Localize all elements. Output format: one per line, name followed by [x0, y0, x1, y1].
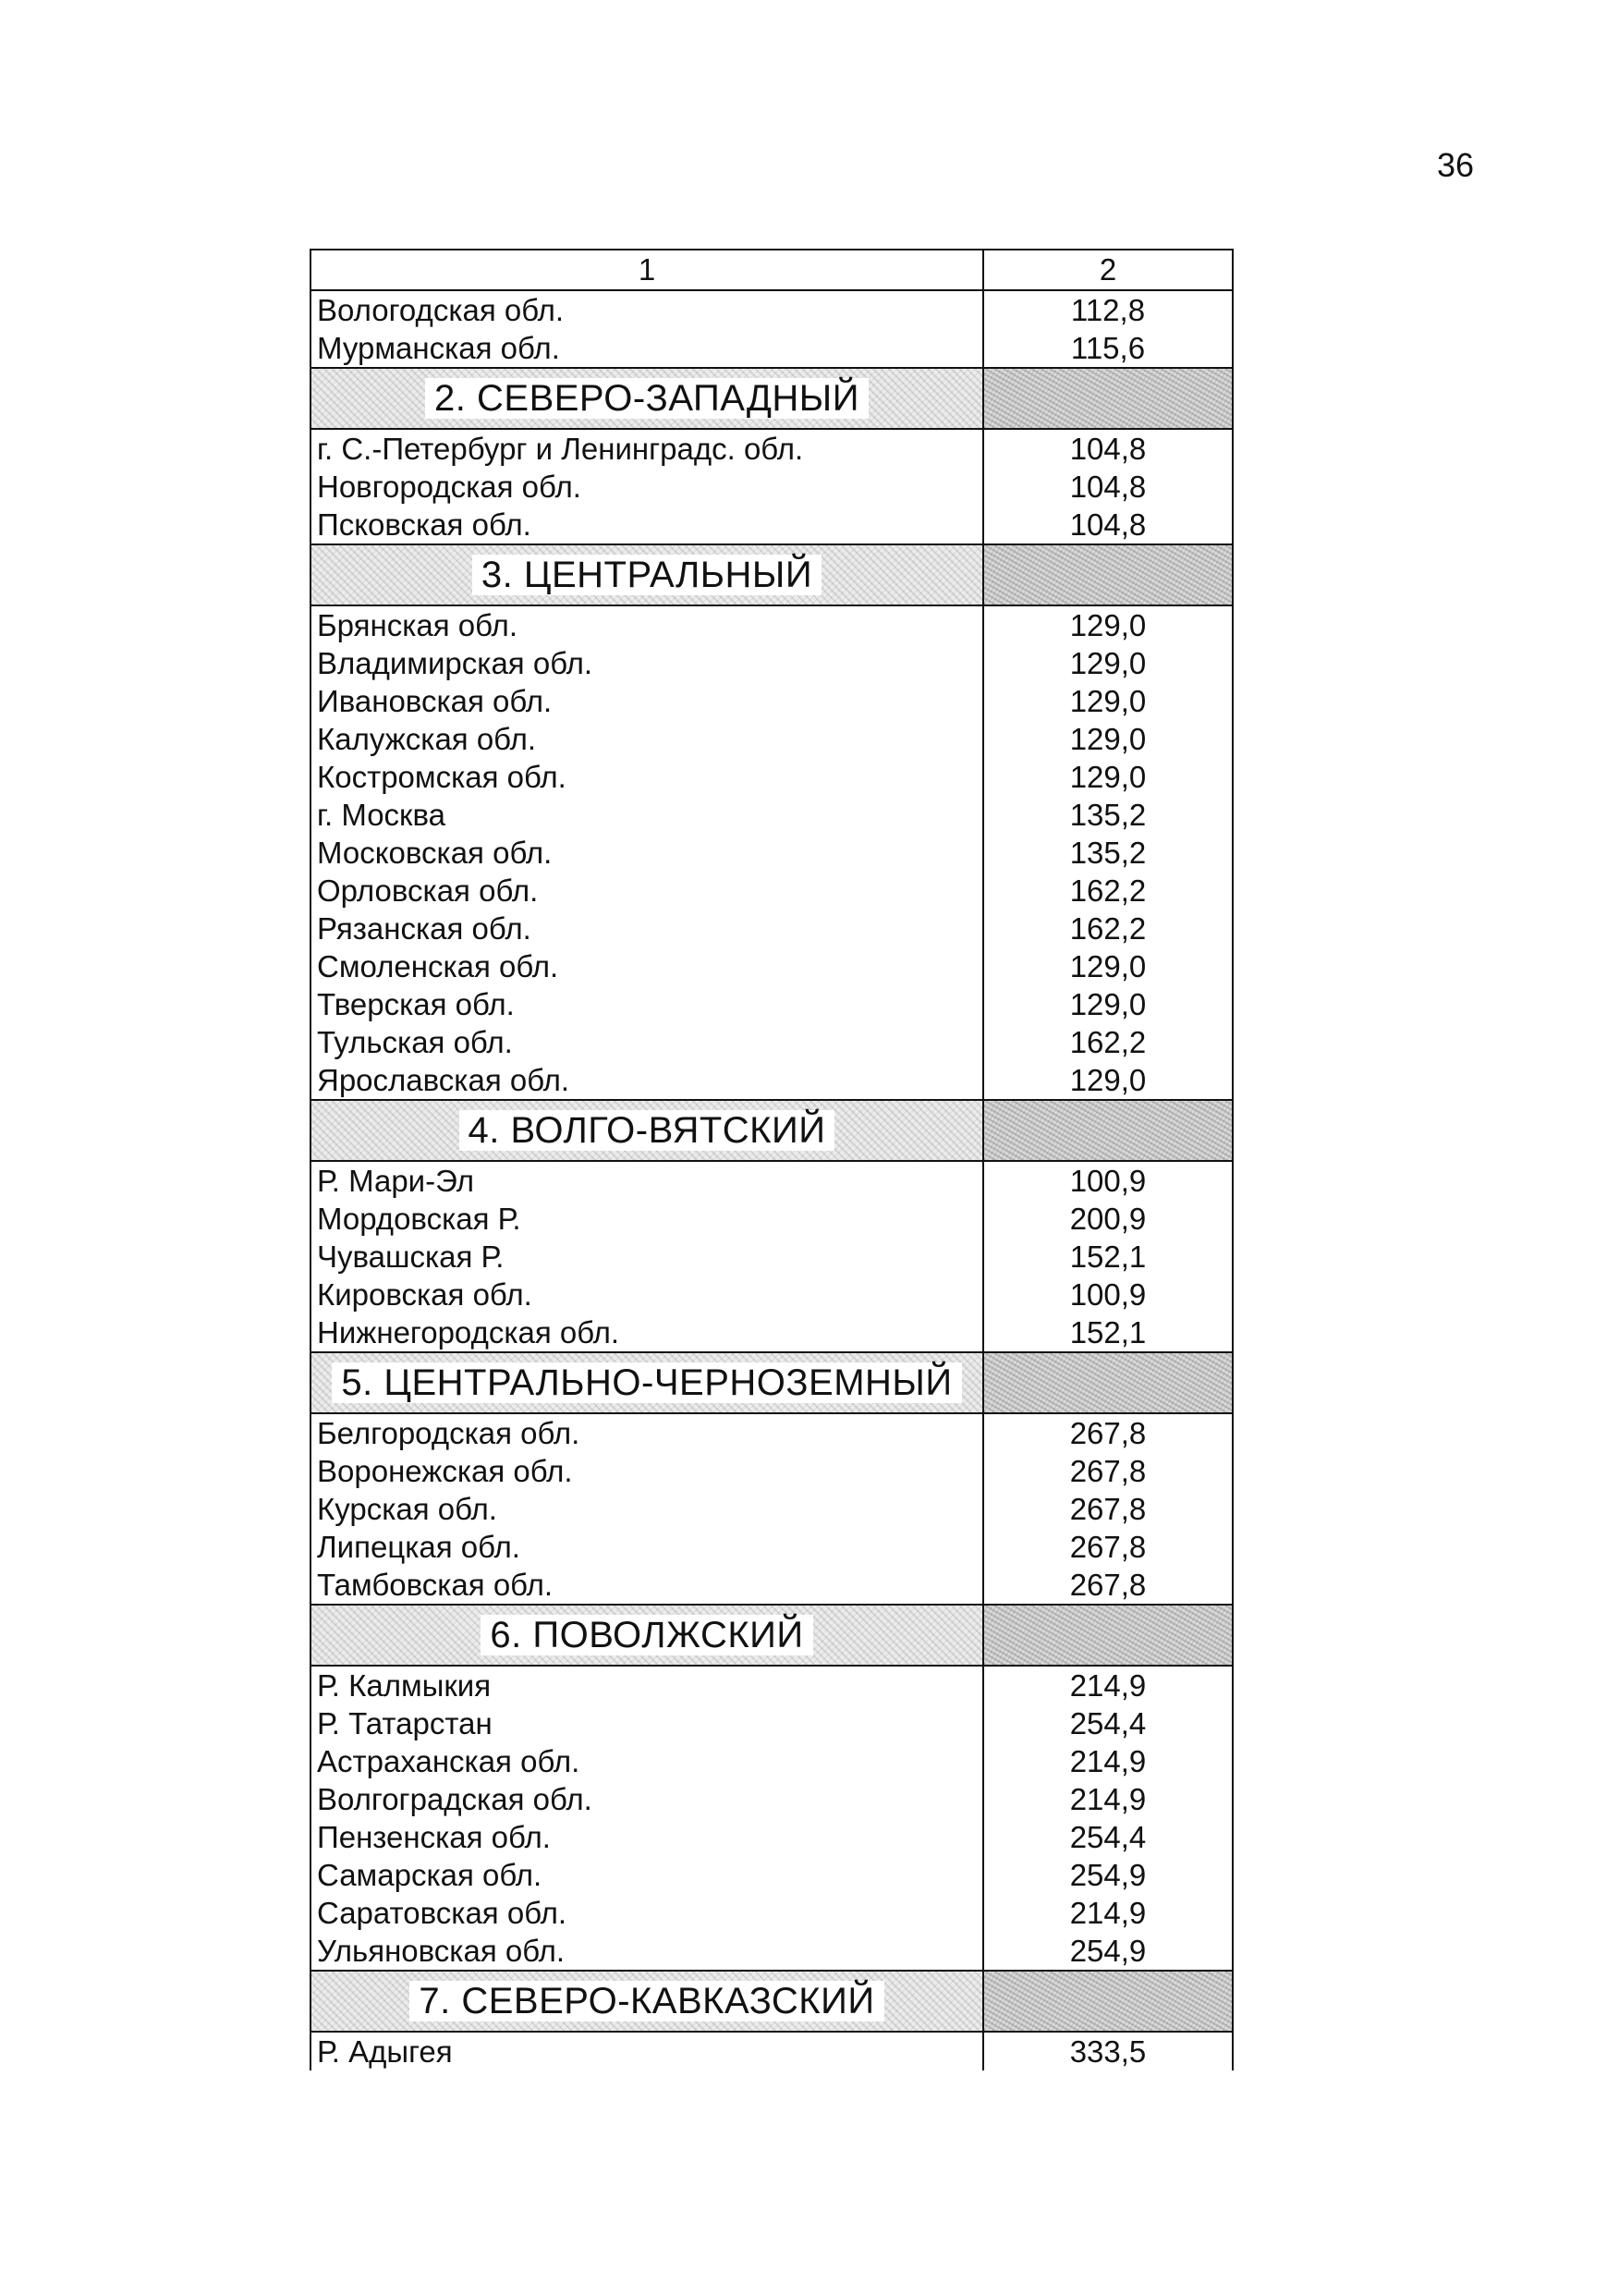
- coefficient-value-cell: [983, 506, 1233, 544]
- region-shaded-cell: [983, 1352, 1233, 1413]
- region-header-row: [310, 1605, 1233, 1666]
- region-name-cell: Мордовская Р.: [310, 1200, 983, 1238]
- table-row: [310, 1780, 1233, 1818]
- coefficient-value-cell: [983, 329, 1233, 368]
- region-header-row: [310, 1971, 1233, 2032]
- coefficient-value: 214,9: [1069, 1781, 1147, 1816]
- coefficient-value-cell: [983, 1856, 1233, 1894]
- region-header-row: [310, 544, 1233, 605]
- region-name-cell: Пензенская обл.: [310, 1818, 983, 1856]
- coefficient-value-cell: [983, 1566, 1233, 1605]
- region-name-cell: Владимирская обл.: [310, 644, 983, 682]
- coefficient-value-cell: [983, 468, 1233, 506]
- region-name-cell: Калужская обл.: [310, 720, 983, 758]
- table-row: [310, 720, 1233, 758]
- coefficient-value: 214,9: [1069, 1895, 1147, 1930]
- coefficient-value: 129,0: [1069, 986, 1147, 1021]
- table-row: [310, 872, 1233, 910]
- table-row: [310, 682, 1233, 720]
- region-name-cell: Тверская обл.: [310, 985, 983, 1023]
- coefficient-value-cell: [983, 720, 1233, 758]
- table-row: [310, 1276, 1233, 1313]
- coefficient-value-cell: [983, 1704, 1233, 1742]
- coefficient-value-cell: [983, 605, 1233, 644]
- region-title-cell: [310, 544, 983, 605]
- coefficient-value: 254,9: [1069, 1857, 1147, 1892]
- table-row: [310, 1413, 1233, 1452]
- coefficient-value-cell: [983, 1894, 1233, 1932]
- coefficient-value: 129,0: [1069, 721, 1147, 756]
- coefficient-value-cell: [983, 872, 1233, 910]
- table-row: [310, 1161, 1233, 1200]
- coefficient-value: 267,8: [1069, 1415, 1147, 1450]
- table-row: [310, 1818, 1233, 1856]
- coefficient-value-cell: [983, 796, 1233, 834]
- table-row: [310, 947, 1233, 985]
- table-row: [310, 1313, 1233, 1352]
- region-title-cell: [310, 1605, 983, 1666]
- table-row: [310, 1061, 1233, 1100]
- region-name-cell: г. Москва: [310, 796, 983, 834]
- coefficient-value: 129,0: [1069, 683, 1147, 718]
- region-name-cell: Орловская обл.: [310, 872, 983, 910]
- table-row: [310, 329, 1233, 368]
- coefficient-value: 333,5: [1069, 2033, 1147, 2069]
- coefficient-value: 129,0: [1069, 607, 1147, 642]
- table-row: [310, 506, 1233, 544]
- coefficient-value-cell: [983, 834, 1233, 872]
- table-row: [310, 1023, 1233, 1061]
- region-name-cell: Р. Татарстан: [310, 1704, 983, 1742]
- coefficient-value-cell: [983, 1818, 1233, 1856]
- coefficient-value: 152,1: [1069, 1314, 1147, 1350]
- region-name-cell: Белгородская обл.: [310, 1413, 983, 1452]
- table-row: [310, 758, 1233, 796]
- region-shaded-cell: [983, 1971, 1233, 2032]
- coefficient-value-cell: [983, 1932, 1233, 1971]
- region-name-cell: Ульяновская обл.: [310, 1932, 983, 1971]
- coefficient-value: 129,0: [1069, 759, 1147, 794]
- coefficient-value: 267,8: [1069, 1529, 1147, 1564]
- region-name-cell: Липецкая обл.: [310, 1528, 983, 1566]
- region-name-cell: Чувашская Р.: [310, 1238, 983, 1276]
- region-title: 5. ЦЕНТРАЛЬНО-ЧЕРНОЗЕМНЫЙ: [332, 1362, 961, 1403]
- region-name-cell: Тамбовская обл.: [310, 1566, 983, 1605]
- table-row: [310, 1932, 1233, 1971]
- region-header-row: [310, 1100, 1233, 1161]
- region-name-cell: Курская обл.: [310, 1490, 983, 1528]
- coefficient-value: 267,8: [1069, 1567, 1147, 1602]
- coefficient-value-cell: [983, 758, 1233, 796]
- coefficient-value: 267,8: [1069, 1453, 1147, 1488]
- coefficient-value-cell: [983, 1023, 1233, 1061]
- coefficient-value: 104,8: [1069, 507, 1147, 542]
- coefficient-value: 214,9: [1069, 1743, 1147, 1778]
- regional-coefficients-table-wrapper: [310, 249, 1232, 2070]
- coefficient-value-cell: [983, 1200, 1233, 1238]
- table-row: [310, 1200, 1233, 1238]
- region-title-cell: [310, 1352, 983, 1413]
- coefficient-value: 200,9: [1069, 1201, 1147, 1236]
- region-shaded-cell: [983, 1605, 1233, 1666]
- region-name-cell: Вологодская обл.: [310, 290, 983, 329]
- region-name-cell: Ярославская обл.: [310, 1061, 983, 1100]
- column-header-1: 1: [310, 250, 983, 290]
- coefficient-value: 162,2: [1069, 910, 1147, 946]
- region-name-cell: Р. Калмыкия: [310, 1666, 983, 1704]
- region-name-cell: Псковская обл.: [310, 506, 983, 544]
- region-title: 4. ВОЛГО-ВЯТСКИЙ: [459, 1110, 835, 1151]
- region-name-cell: Воронежская обл.: [310, 1452, 983, 1490]
- region-title-cell: [310, 1971, 983, 2032]
- region-title-cell: [310, 1100, 983, 1161]
- region-name-cell: Саратовская обл.: [310, 1894, 983, 1932]
- coefficient-value-cell: [983, 1061, 1233, 1100]
- region-title: 7. СЕВЕРО-КАВКАЗСКИЙ: [409, 1981, 883, 2021]
- coefficient-value: 254,4: [1069, 1705, 1147, 1740]
- coefficient-value: 129,0: [1069, 1062, 1147, 1097]
- page-number: 36: [1437, 146, 1475, 184]
- table-row: [310, 644, 1233, 682]
- region-title: 6. ПОВОЛЖСКИЙ: [481, 1615, 812, 1655]
- coefficient-value-cell: [983, 429, 1233, 468]
- region-shaded-cell: [983, 368, 1233, 429]
- coefficient-value-cell: [983, 910, 1233, 947]
- table-row: [310, 468, 1233, 506]
- region-name-cell: Костромская обл.: [310, 758, 983, 796]
- table-row: [310, 290, 1233, 329]
- region-name-cell: Брянская обл.: [310, 605, 983, 644]
- region-name-cell: Астраханская обл.: [310, 1742, 983, 1780]
- region-title: 2. СЕВЕРО-ЗАПАДНЫЙ: [425, 378, 869, 419]
- coefficient-value: 129,0: [1069, 645, 1147, 680]
- region-name-cell: Волгоградская обл.: [310, 1780, 983, 1818]
- table-row: [310, 985, 1233, 1023]
- coefficient-value-cell: [983, 1238, 1233, 1276]
- table-row: [310, 796, 1233, 834]
- region-name-cell: Р. Адыгея: [310, 2032, 983, 2070]
- region-name-cell: Ивановская обл.: [310, 682, 983, 720]
- table-row: [310, 1452, 1233, 1490]
- table-row: [310, 1704, 1233, 1742]
- coefficient-value-cell: [983, 985, 1233, 1023]
- coefficient-value: 135,2: [1069, 835, 1147, 870]
- coefficient-value-cell: [983, 1780, 1233, 1818]
- region-name-cell: Смоленская обл.: [310, 947, 983, 985]
- table-row: [310, 834, 1233, 872]
- coefficient-value-cell: [983, 1452, 1233, 1490]
- coefficient-value: 112,8: [1070, 292, 1146, 327]
- coefficient-value: 104,8: [1069, 469, 1147, 504]
- coefficient-value-cell: [983, 1490, 1233, 1528]
- coefficient-value-cell: [983, 1742, 1233, 1780]
- region-header-row: [310, 1352, 1233, 1413]
- coefficient-value: 129,0: [1069, 948, 1147, 983]
- coefficient-value-cell: [983, 1161, 1233, 1200]
- region-name-cell: Нижнегородская обл.: [310, 1313, 983, 1352]
- table-row: [310, 1666, 1233, 1704]
- coefficient-value: 214,9: [1069, 1667, 1147, 1703]
- coefficient-value-cell: [983, 1528, 1233, 1566]
- table-body: [310, 290, 1233, 2070]
- coefficient-value: 115,6: [1070, 330, 1146, 365]
- coefficient-value: 135,2: [1069, 797, 1147, 832]
- coefficient-value: 100,9: [1069, 1163, 1147, 1198]
- coefficient-value-cell: [983, 1413, 1233, 1452]
- coefficient-value: 162,2: [1069, 1024, 1147, 1059]
- coefficient-value-cell: [983, 1666, 1233, 1704]
- coefficient-value: 104,8: [1069, 431, 1147, 466]
- region-name-cell: Рязанская обл.: [310, 910, 983, 947]
- table-row: [310, 1566, 1233, 1605]
- table-header-row: [310, 250, 1233, 290]
- coefficient-value: 267,8: [1069, 1491, 1147, 1526]
- region-name-cell: г. С.-Петербург и Ленинградс. обл.: [310, 429, 983, 468]
- coefficient-value-cell: [983, 682, 1233, 720]
- table-row: [310, 429, 1233, 468]
- table-row: [310, 1894, 1233, 1932]
- table-row: [310, 1238, 1233, 1276]
- table-row: [310, 1528, 1233, 1566]
- table-row: [310, 2032, 1233, 2070]
- region-name-cell: Мурманская обл.: [310, 329, 983, 368]
- table-row: [310, 1742, 1233, 1780]
- coefficient-value: 152,1: [1069, 1239, 1147, 1274]
- region-name-cell: Новгородская обл.: [310, 468, 983, 506]
- coefficient-value-cell: [983, 1276, 1233, 1313]
- coefficient-value: 162,2: [1069, 873, 1147, 908]
- region-name-cell: Самарская обл.: [310, 1856, 983, 1894]
- regional-coefficients-table: [310, 249, 1234, 2070]
- region-title-cell: [310, 368, 983, 429]
- coefficient-value-cell: [983, 290, 1233, 329]
- table-row: [310, 1490, 1233, 1528]
- coefficient-value: 254,9: [1069, 1933, 1147, 1968]
- region-header-row: [310, 368, 1233, 429]
- coefficient-value-cell: [983, 1313, 1233, 1352]
- coefficient-value-cell: [983, 947, 1233, 985]
- coefficient-value-cell: [983, 644, 1233, 682]
- coefficient-value: 100,9: [1069, 1276, 1147, 1312]
- coefficient-value: 254,4: [1069, 1819, 1147, 1854]
- coefficient-value-cell: [983, 2032, 1233, 2070]
- region-title: 3. ЦЕНТРАЛЬНЫЙ: [472, 555, 822, 595]
- region-name-cell: Московская обл.: [310, 834, 983, 872]
- region-name-cell: Кировская обл.: [310, 1276, 983, 1313]
- table-row: [310, 1856, 1233, 1894]
- column-header-2: 2: [983, 250, 1233, 290]
- table-row: [310, 910, 1233, 947]
- table-row: [310, 605, 1233, 644]
- region-name-cell: Р. Мари-Эл: [310, 1161, 983, 1200]
- region-name-cell: Тульская обл.: [310, 1023, 983, 1061]
- region-shaded-cell: [983, 544, 1233, 605]
- region-shaded-cell: [983, 1100, 1233, 1161]
